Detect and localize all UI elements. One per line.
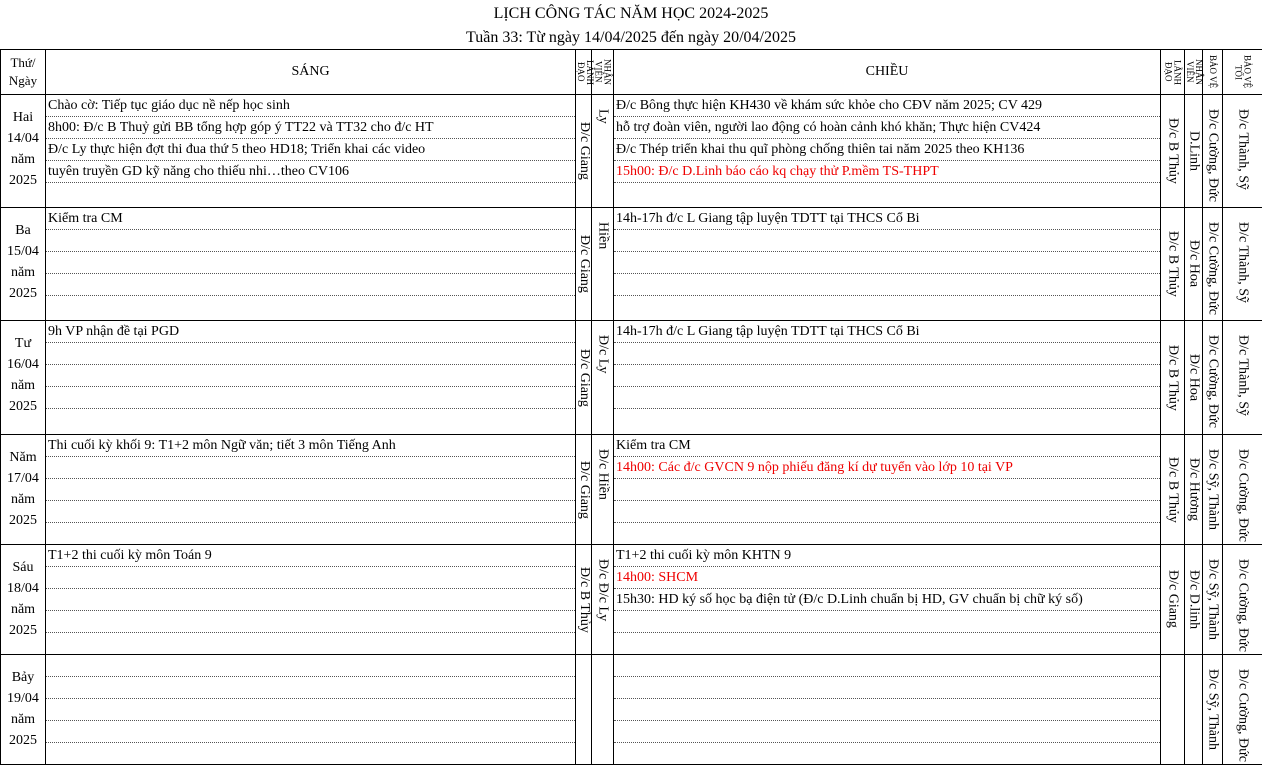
- day-year-label: năm: [1, 149, 45, 170]
- morning-entry: [46, 567, 575, 589]
- day-year-label: năm: [1, 599, 45, 620]
- day-year-label: năm: [1, 375, 45, 396]
- morning-leader: [576, 654, 592, 764]
- day-row: [1, 544, 1262, 654]
- guard-night-cell: Đ/c Cường, Đức: [1223, 654, 1262, 764]
- day-cell: [1, 321, 46, 435]
- day-name: Sáu: [1, 557, 45, 578]
- col-staff-afternoon: NHÂN VIÊN: [1185, 50, 1203, 95]
- morning-entry: Kiểm tra CM: [46, 208, 575, 230]
- afternoon-staff: [1185, 654, 1203, 764]
- day-cell: [1, 435, 46, 545]
- guard-cell: Đ/c Sỹ, Thành: [1203, 435, 1223, 545]
- afternoon-entry: [614, 699, 1160, 721]
- morning-staff: [592, 654, 614, 764]
- col-guard: BẢO VỆ: [1203, 50, 1223, 95]
- morning-entry: [46, 343, 575, 365]
- morning-entry: [46, 274, 575, 296]
- afternoon-staff: Đ/c Hoa: [1185, 321, 1203, 435]
- morning-leader: Đ/c Giang: [576, 208, 592, 321]
- morning-staff: Đ/c Hiền: [592, 435, 614, 545]
- afternoon-cell: [614, 544, 1161, 654]
- morning-entry: tuyên truyền GD kỹ năng cho thiếu nhi…theo CV106: [46, 161, 575, 183]
- morning-cell: [46, 95, 576, 208]
- afternoon-entry: Đ/c Bông thực hiện KH430 về khám sức khỏe cho CĐV năm 2025; CV 429: [614, 95, 1160, 117]
- morning-cell: [46, 208, 576, 321]
- day-date: 14/04: [1, 128, 45, 149]
- afternoon-entry: [614, 252, 1160, 274]
- day-row: [1, 321, 1262, 435]
- afternoon-entry: 14h00: Các đ/c GVCN 9 nộp phiếu đăng kí dự tuyển vào lớp 10 tại VP: [614, 457, 1160, 479]
- afternoon-staff: D.Linh: [1185, 95, 1203, 208]
- morning-entry: 9h VP nhận đề tại PGD: [46, 321, 575, 343]
- afternoon-cell: [614, 654, 1161, 764]
- guard-cell: Đ/c Cường, Đức: [1203, 95, 1223, 208]
- header-row: [1, 50, 1262, 95]
- afternoon-entry: [614, 274, 1160, 296]
- page-subtitle: Tuần 33: Từ ngày 14/04/2025 đến ngày 20/04/2025: [0, 28, 1262, 48]
- afternoon-entry: T1+2 thi cuối kỳ môn KHTN 9: [614, 545, 1160, 567]
- schedule-table: [0, 49, 1262, 765]
- morning-entry: [46, 611, 575, 633]
- day-year-label: năm: [1, 262, 45, 283]
- morning-entry: 8h00: Đ/c B Thuỷ gửi BB tổng hợp góp ý TT22 và TT32 cho đ/c HT: [46, 117, 575, 139]
- day-name: Năm: [1, 447, 45, 468]
- morning-entry: [46, 230, 575, 252]
- guard-night-cell: Đ/c Thành, Sỹ: [1223, 208, 1262, 321]
- guard-night-cell: Đ/c Cường, Đức: [1223, 544, 1262, 654]
- afternoon-entry: [614, 611, 1160, 633]
- day-name: Ba: [1, 220, 45, 241]
- guard-night-cell: Đ/c Cường, Đức: [1223, 435, 1262, 545]
- guard-cell: Đ/c Sỹ, Thành: [1203, 544, 1223, 654]
- morning-staff: Hiền: [592, 208, 614, 321]
- morning-entry: Chào cờ: Tiếp tục giáo dục nề nếp học sinh: [46, 95, 575, 117]
- afternoon-cell: [614, 208, 1161, 321]
- morning-leader: Đ/c Giang: [576, 321, 592, 435]
- morning-cell: [46, 435, 576, 545]
- guard-night-cell: Đ/c Thành, Sỹ: [1223, 321, 1262, 435]
- day-name: Bảy: [1, 667, 45, 688]
- morning-staff: Đ/c Ly: [592, 321, 614, 435]
- guard-cell: Đ/c Cường, Đức: [1203, 208, 1223, 321]
- morning-entry: Đ/c Ly thực hiện đợt thi đua thứ 5 theo HD18; Triển khai các video: [46, 139, 575, 161]
- morning-cell: [46, 321, 576, 435]
- day-name: Tư: [1, 333, 45, 354]
- col-afternoon: CHIỀU: [614, 50, 1161, 95]
- afternoon-entry: [614, 387, 1160, 409]
- morning-staff: Ly: [592, 95, 614, 208]
- morning-leader: Đ/c B Thủy: [576, 544, 592, 654]
- day-row: [1, 95, 1262, 208]
- day-date: 16/04: [1, 354, 45, 375]
- page-title: LỊCH CÔNG TÁC NĂM HỌC 2024-2025: [0, 4, 1262, 24]
- morning-staff: Đ/c Đ/c Ly: [592, 544, 614, 654]
- afternoon-leader: Đ/c B Thủy: [1161, 435, 1185, 545]
- col-staff-morning: NHÂN VIÊN: [592, 50, 614, 95]
- morning-leader: Đ/c Giang: [576, 435, 592, 545]
- guard-cell: Đ/c Sỹ, Thành: [1203, 654, 1223, 764]
- afternoon-entry: 15h00: Đ/c D.Linh báo cáo kq chạy thử P.mềm TS-THPT: [614, 161, 1160, 183]
- morning-entry: [46, 589, 575, 611]
- afternoon-staff: Đ/c Hoa: [1185, 208, 1203, 321]
- afternoon-entry: [614, 501, 1160, 523]
- morning-leader: Đ/c Giang: [576, 95, 592, 208]
- afternoon-entry: [614, 479, 1160, 501]
- col-guard-night: BẢO VỆ TỐI: [1223, 50, 1262, 95]
- afternoon-staff: Đ/c D.linh: [1185, 544, 1203, 654]
- afternoon-entry: [614, 721, 1160, 743]
- day-year: 2025: [1, 283, 45, 304]
- morning-entry: [46, 677, 575, 699]
- afternoon-entry: 14h-17h đ/c L Giang tập luyện TDTT tại THCS Cổ Bi: [614, 321, 1160, 343]
- day-row: [1, 435, 1262, 545]
- afternoon-entry: [614, 230, 1160, 252]
- morning-entry: [46, 387, 575, 409]
- afternoon-cell: [614, 435, 1161, 545]
- morning-cell: [46, 654, 576, 764]
- col-day: Thứ/ Ngày: [1, 50, 46, 95]
- day-date: 18/04: [1, 578, 45, 599]
- afternoon-leader: Đ/c B Thủy: [1161, 95, 1185, 208]
- afternoon-entry: 14h-17h đ/c L Giang tập luyện TDTT tại THCS Cổ Bi: [614, 208, 1160, 230]
- day-year-label: năm: [1, 489, 45, 510]
- day-name: Hai: [1, 107, 45, 128]
- day-date: 19/04: [1, 688, 45, 709]
- afternoon-entry: hỗ trợ đoàn viên, người lao động có hoàn cảnh khó khăn; Thực hiện CV424: [614, 117, 1160, 139]
- morning-entry: [46, 365, 575, 387]
- afternoon-leader: Đ/c B Thủy: [1161, 208, 1185, 321]
- day-cell: [1, 654, 46, 764]
- day-date: 15/04: [1, 241, 45, 262]
- afternoon-entry: Kiểm tra CM: [614, 435, 1160, 457]
- morning-entry: Thi cuối kỳ khối 9: T1+2 môn Ngữ văn; tiết 3 môn Tiếng Anh: [46, 435, 575, 457]
- day-year: 2025: [1, 620, 45, 641]
- day-year: 2025: [1, 170, 45, 191]
- day-cell: [1, 95, 46, 208]
- afternoon-staff: Đ/c Hương: [1185, 435, 1203, 545]
- morning-entry: [46, 655, 575, 677]
- afternoon-cell: [614, 321, 1161, 435]
- morning-entry: T1+2 thi cuối kỳ môn Toán 9: [46, 545, 575, 567]
- day-date: 17/04: [1, 468, 45, 489]
- day-cell: [1, 208, 46, 321]
- afternoon-entry: 14h00: SHCM: [614, 567, 1160, 589]
- day-row: [1, 208, 1262, 321]
- col-morning: SÁNG: [46, 50, 576, 95]
- day-cell: [1, 544, 46, 654]
- morning-entry: [46, 699, 575, 721]
- afternoon-leader: [1161, 654, 1185, 764]
- day-year-label: năm: [1, 709, 45, 730]
- morning-entry: [46, 479, 575, 501]
- afternoon-leader: Đ/c B Thủy: [1161, 321, 1185, 435]
- day-year: 2025: [1, 730, 45, 751]
- guard-cell: Đ/c Cường, Đức: [1203, 321, 1223, 435]
- guard-night-cell: Đ/c Thành, Sỹ: [1223, 95, 1262, 208]
- afternoon-entry: [614, 677, 1160, 699]
- morning-entry: [46, 501, 575, 523]
- afternoon-entry: [614, 343, 1160, 365]
- day-year: 2025: [1, 396, 45, 417]
- day-row: [1, 654, 1262, 764]
- afternoon-leader: Đ/c Giang: [1161, 544, 1185, 654]
- afternoon-entry: [614, 365, 1160, 387]
- afternoon-entry: 15h30: HD ký số học bạ điện tử (Đ/c D.Linh chuẩn bị HD, GV chuẩn bị chữ ký số): [614, 589, 1160, 611]
- morning-cell: [46, 544, 576, 654]
- afternoon-cell: [614, 95, 1161, 208]
- afternoon-entry: [614, 655, 1160, 677]
- col-leader-morning: LÃNH ĐẠO: [576, 50, 592, 95]
- morning-entry: [46, 252, 575, 274]
- col-leader-afternoon: LÃNH ĐẠO: [1161, 50, 1185, 95]
- morning-entry: [46, 721, 575, 743]
- afternoon-entry: Đ/c Thép triển khai thu quĩ phòng chống thiên tai năm 2025 theo KH136: [614, 139, 1160, 161]
- day-year: 2025: [1, 510, 45, 531]
- morning-entry: [46, 457, 575, 479]
